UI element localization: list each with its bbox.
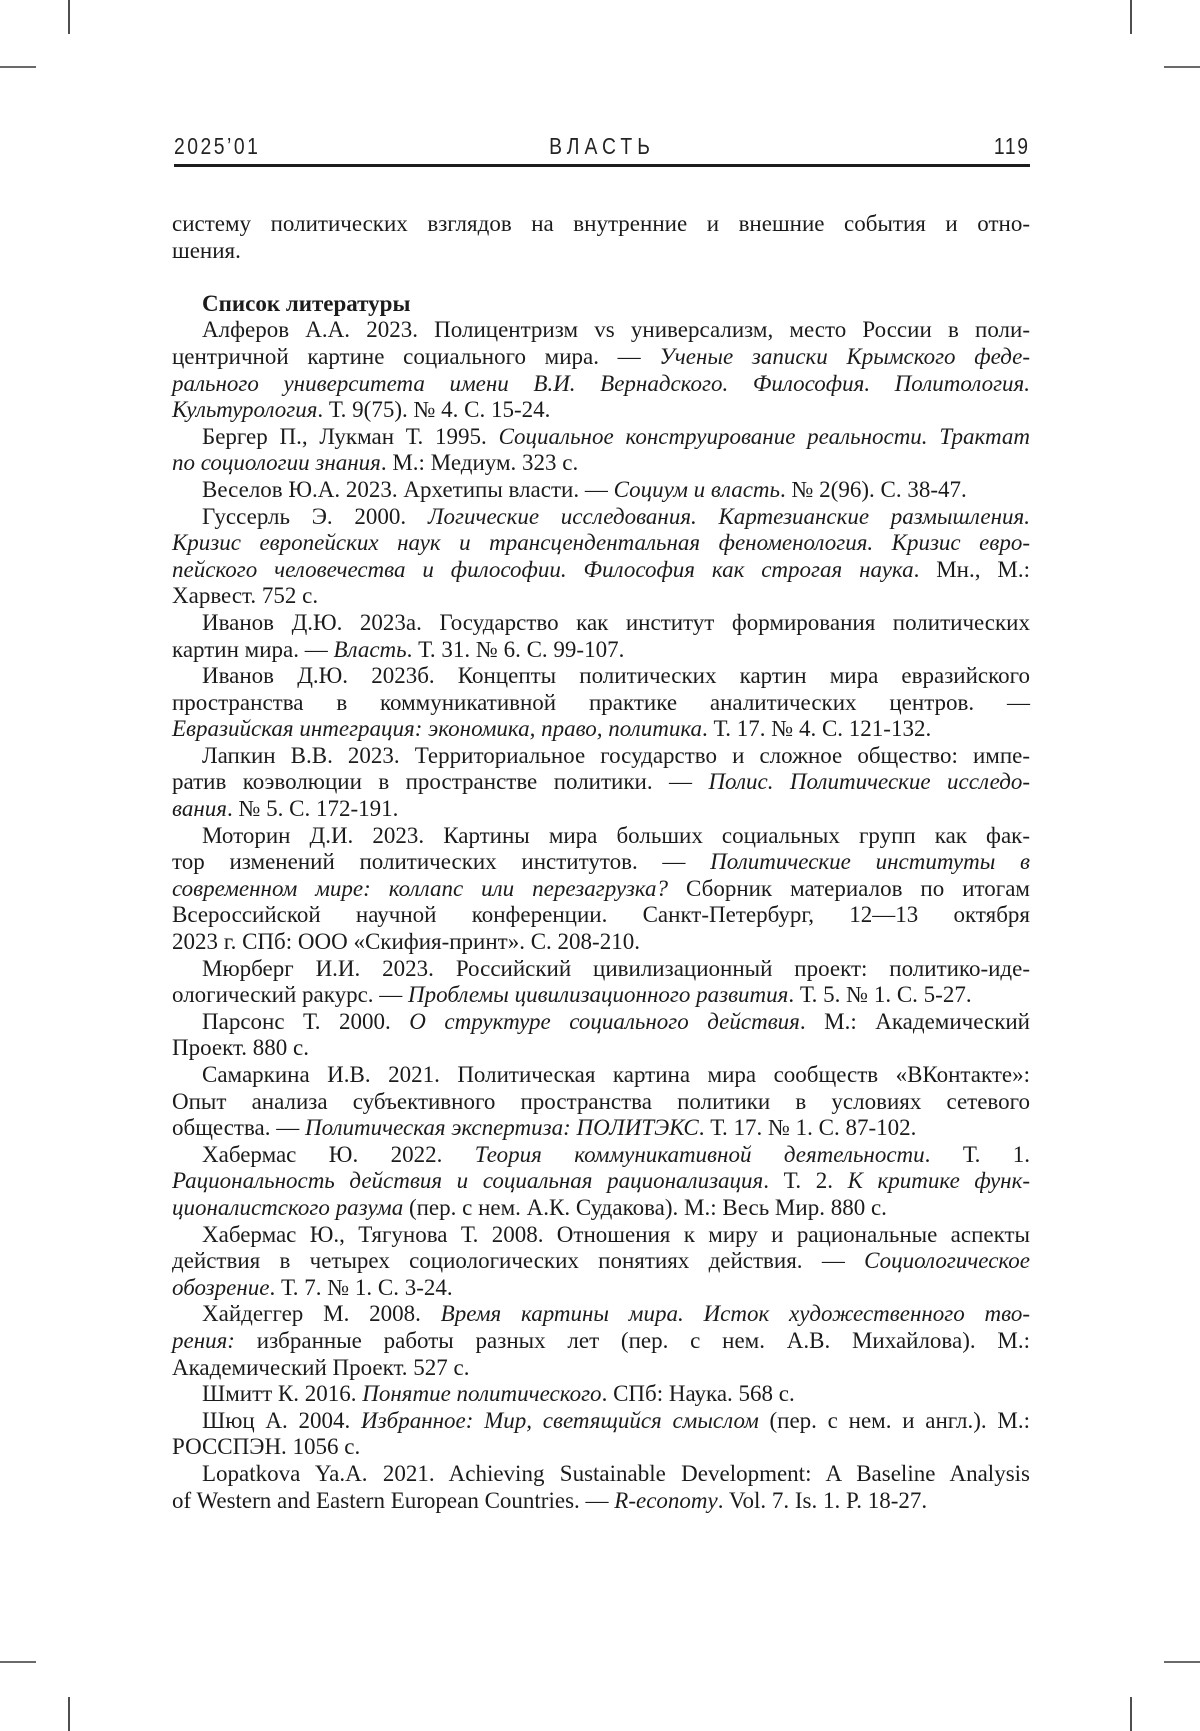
text-line: рения: избранные работы разных лет (пер. с нем. А.В. Михайлова). М.: bbox=[172, 1327, 1030, 1353]
reference bbox=[172, 1142, 1030, 1222]
reference bbox=[172, 1381, 1030, 1408]
text-line: Харвест. 752 с. bbox=[172, 583, 319, 609]
reference bbox=[172, 1461, 1030, 1514]
text-line: Кризис европейских наук и трансцендентальная феноменология. Кризис евро- bbox=[172, 530, 1030, 556]
reference bbox=[172, 1062, 1030, 1142]
text-line: Иванов Д.Ю. 2023б. Концепты политических картин мира евразийского bbox=[202, 663, 1030, 689]
reference bbox=[172, 424, 1030, 477]
reference bbox=[172, 610, 1030, 663]
reference bbox=[172, 823, 1030, 956]
reference-list bbox=[172, 317, 1030, 1514]
text-line: Проект. 880 с. bbox=[172, 1035, 310, 1061]
reference bbox=[172, 1408, 1030, 1461]
crop-mark-top-right-horizontal bbox=[1164, 66, 1200, 68]
reference bbox=[172, 663, 1030, 743]
text-line: Веселов Ю.А. 2023. Архетипы власти. — Социум и власть. № 2(96). С. 38-47. bbox=[202, 476, 967, 502]
text-line: Мюрберг И.И. 2023. Российский цивилизационный проект: политико-иде- bbox=[202, 955, 1030, 981]
text-line: вания. № 5. С. 172-191. bbox=[172, 796, 399, 822]
text-line: рального университета имени В.И. Вернадского. Философия. Политология. bbox=[172, 370, 1030, 396]
text-line: современном мире: коллапс или перезагрузка? Сборник материалов по итогам bbox=[172, 875, 1030, 901]
text-line: обозрение. Т. 7. № 1. С. 3-24. bbox=[172, 1274, 453, 1300]
issue-label: 2025’01 bbox=[174, 133, 261, 159]
text-line: общества. — Политическая экспертиза: ПОЛИТЭКС. Т. 17. № 1. С. 87-102. bbox=[172, 1115, 917, 1141]
journal-title: ВЛАСТЬ bbox=[549, 133, 655, 159]
text-line: пространства в коммуникативной практике аналитических центров. — bbox=[172, 689, 1030, 715]
page-body bbox=[172, 211, 1030, 1514]
reference bbox=[172, 317, 1030, 423]
text-line: картин мира. — Власть. Т. 31. № 6. С. 99-107. bbox=[172, 636, 625, 662]
text-line: ционалистского разума (пер. с нем. А.К. Судакова). М.: Весь Мир. 880 с. bbox=[172, 1194, 887, 1220]
text-line: пейского человечества и философии. Философия как строгая наука. Мн., М.: bbox=[172, 556, 1030, 582]
text-line: Гуссерль Э. 2000. Логические исследования. Картезианские размышления. bbox=[202, 503, 1030, 529]
text-line: действия в четырех социологических понятиях действия. — Социологическое bbox=[172, 1248, 1030, 1274]
text-line: of Western and Eastern European Countries. — R-economy. Vol. 7. Is. 1. P. 18-27. bbox=[172, 1487, 928, 1513]
crop-mark-bottom-right-horizontal bbox=[1164, 1661, 1200, 1663]
text-line: Бергер П., Лукман Т. 1995. Социальное конструирование реальности. Трактат bbox=[202, 423, 1030, 449]
page-header bbox=[174, 133, 1030, 167]
reference bbox=[172, 743, 1030, 823]
text-line: Хайдеггер М. 2008. Время картины мира. Исток художественного тво- bbox=[202, 1301, 1030, 1327]
bibliography-heading: Список литературы bbox=[202, 290, 411, 316]
text-line: Академический Проект. 527 с. bbox=[172, 1354, 470, 1380]
text-line: Хабермас Ю. 2022. Теория коммуникативной деятельности. Т. 1. bbox=[202, 1141, 1030, 1167]
text-line: Алферов А.А. 2023. Полицентризм vs универсализм, место России в поли- bbox=[202, 317, 1030, 343]
text-line: Шмитт К. 2016. Понятие политического. СПб: Наука. 568 с. bbox=[202, 1381, 795, 1407]
text-line: Шюц А. 2004. Избранное: Мир, светящийся смыслом (пер. с нем. и англ.). М.: bbox=[202, 1407, 1031, 1433]
preamble-paragraph bbox=[172, 211, 1030, 264]
text-line: тор изменений политических институтов. — Политические институты в bbox=[172, 849, 1030, 875]
text-line: Культурология. Т. 9(75). № 4. С. 15-24. bbox=[172, 397, 551, 423]
reference bbox=[172, 504, 1030, 610]
text-line: Лапкин В.В. 2023. Территориальное государство и сложное общество: импе- bbox=[202, 742, 1030, 768]
text-line: шения. bbox=[172, 237, 241, 263]
text-line: Lopatkova Ya.A. 2021. Achieving Sustainable Development: A Baseline Analysis bbox=[202, 1460, 1030, 1486]
crop-mark-top-left-horizontal bbox=[0, 66, 36, 68]
crop-mark-top-left-vertical bbox=[68, 0, 70, 34]
crop-mark-bottom-right-vertical bbox=[1130, 1697, 1132, 1731]
text-line: центричной картине социального мира. — Ученые записки Крымского феде- bbox=[172, 343, 1030, 369]
text-line: Рациональность действия и социальная рационализация. Т. 2. К критике функ- bbox=[172, 1168, 1030, 1194]
reference bbox=[172, 1009, 1030, 1062]
text-line: Моторин Д.И. 2023. Картины мира больших социальных групп как фак- bbox=[202, 822, 1030, 848]
text-line: Евразийская интеграция: экономика, право, политика. Т. 17. № 4. С. 121-132. bbox=[172, 716, 932, 742]
page-number: 119 bbox=[994, 133, 1030, 159]
crop-mark-bottom-left-vertical bbox=[68, 1697, 70, 1731]
text-line: ологический ракурс. — Проблемы цивилизационного развития. Т. 5. № 1. С. 5-27. bbox=[172, 982, 972, 1008]
text-line: Хабермас Ю., Тягунова Т. 2008. Отношения к миру и рациональные аспекты bbox=[202, 1221, 1030, 1247]
text-line: по социологии знания. М.: Медиум. 323 с. bbox=[172, 450, 579, 476]
text-line: Самаркина И.В. 2021. Политическая картина мира сообществ «ВКонтакте»: bbox=[202, 1062, 1030, 1087]
crop-mark-bottom-left-horizontal bbox=[0, 1661, 36, 1663]
text-line: Парсонс Т. 2000. О структуре социального действия. М.: Академический bbox=[202, 1008, 1030, 1034]
reference bbox=[172, 1222, 1030, 1302]
text-line: 2023 г. СПб: ООО «Скифия-принт». С. 208-210. bbox=[172, 929, 640, 955]
text-line: Всероссийской научной конференции. Санкт-Петербург, 12—13 октября bbox=[172, 902, 1030, 928]
crop-mark-top-right-vertical bbox=[1130, 0, 1132, 34]
text-line: ратив коэволюции в пространстве политики. — Полис. Политические исследо- bbox=[172, 769, 1030, 795]
text-line: Иванов Д.Ю. 2023а. Государство как институт формирования политических bbox=[202, 609, 1030, 635]
text-line: систему политических взглядов на внутренние и внешние события и отно- bbox=[172, 211, 1030, 236]
reference bbox=[172, 956, 1030, 1009]
text-line: Опыт анализа субъективного пространства политики в условиях сетевого bbox=[172, 1088, 1030, 1114]
reference bbox=[172, 1301, 1030, 1381]
text-line: РОССПЭН. 1056 с. bbox=[172, 1434, 361, 1460]
reference bbox=[172, 477, 1030, 504]
